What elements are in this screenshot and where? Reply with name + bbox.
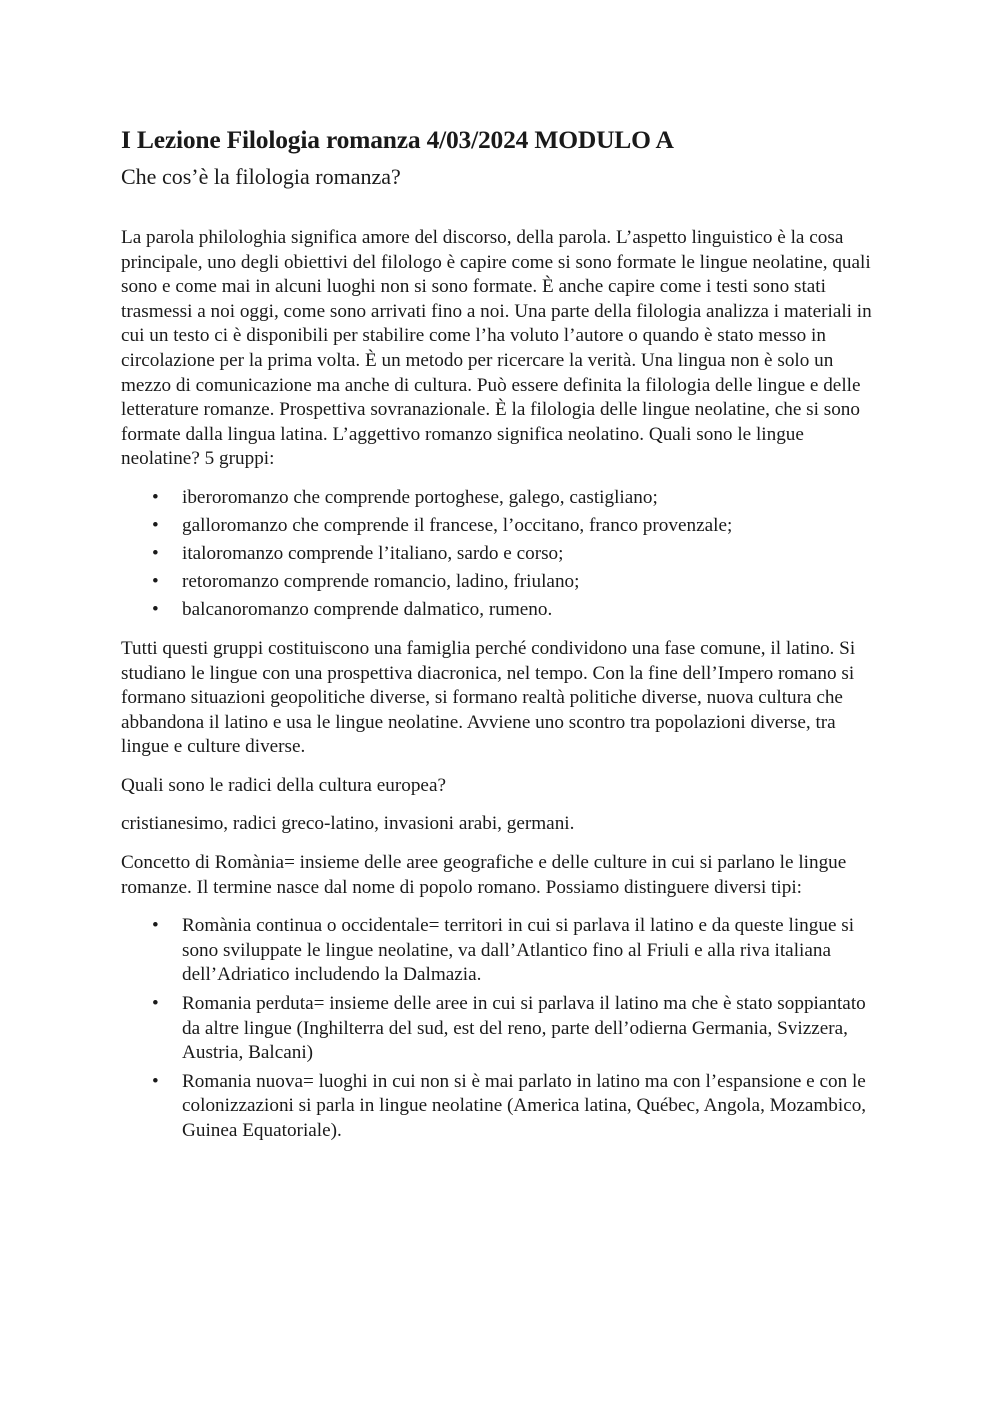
list-item: • iberoromanzo che comprende portoghese, galego, castigliano;: [121, 486, 881, 511]
list-item: • balcanoromanzo comprende dalmatico, rumeno.: [121, 598, 881, 623]
paragraph-family: Tutti questi gruppi costituiscono una famiglia perché condividono una fase comune, il latino. Si studiano le lingue con una prospettiva diacronica, nel tempo. Con la fine dell’Impero romano si formano situazioni geopolitiche diverse, si formano realtà politiche diverse, nuova cultura che abbandona il latino e usa le lingue neolatine. Avviene uno scontro tra popolazioni diverse, tra lingue e culture diverse.: [121, 637, 856, 758]
answer-paragraph: cristianesimo, radici greco-latino, invasioni arabi, germani.: [121, 813, 575, 835]
list-item: • Romània continua o occidentale= territori in cui si parlava il latino e da queste lingue si sono sviluppate le lingue neolatine, va dall’Atlantico fino al Friuli e alla riva italiana dell’Adriatico includendo la Dalmazia.: [152, 915, 855, 986]
bullet-icon: •: [152, 993, 159, 1015]
bullet-icon: •: [152, 915, 159, 937]
bullet-icon: •: [152, 515, 159, 537]
bullet-icon: •: [152, 599, 159, 621]
question-paragraph: Quali sono le radici della cultura europea?: [121, 774, 446, 796]
list-item: • italoromanzo comprende l’italiano, sardo e corso;: [121, 542, 881, 567]
list-item: • retoromanzo comprende romancio, ladino, friulano;: [121, 570, 881, 595]
list-item: • galloromanzo che comprende il francese, l’occitano, franco provenzale;: [121, 514, 881, 539]
list-item: • Romania perduta= insieme delle aree in cui si parlava il latino ma che è stato soppiantato da altre lingue (Inghilterra del sud, est del reno, parte dell’odierna Germania, Svizzera, Austria, Balcani): [152, 993, 866, 1064]
intro-paragraph: La parola philologhia significa amore del discorso, della parola. L’aspetto linguistico è la cosa principale, uno degli obiettivi del filologo è capire come si sono formate le lingue neolatine, quali sono e come mai in alcuni luoghi non si sono formate. È anche capire come i testi sono stati trasmessi a noi oggi, come sono arrivati fino a noi. Una parte della filologia analizza i materiali in cui un testo ci è disponibili per stabilire come l’ha voluto l’autore o quando è stato messo in circolazione per la prima volta. È un metodo per ricercare la verità. Una lingua non è solo un mezzo di comunicazione ma anche di cultura. Può essere definita la filologia delle lingue e delle letterature romanze. Prospettiva sovranazionale. È la filologia delle lingue neolatine, che si sono formate dalla lingua latina. L’aggettivo romanzo significa neolatino. Quali sono le lingue neolatine? 5 gruppi:: [121, 227, 872, 470]
romance-groups-list: [121, 486, 881, 623]
romania-types-list: [121, 914, 881, 1143]
bullet-icon: •: [152, 486, 159, 508]
list-item: • Romania nuova= luoghi in cui non si è mai parlato in latino ma con l’espansione e con le colonizzazioni si parla in lingue neolatine (America latina, Québec, Angola, Mozambico, Guinea Equatoriale).: [152, 1070, 867, 1141]
bullet-icon: •: [152, 543, 159, 565]
page-title: I Lezione Filologia romanza 4/03/2024 MODULO A: [121, 125, 674, 154]
section-subtitle: Che cos’è la filologia romanza?: [121, 164, 401, 189]
bullet-icon: •: [152, 571, 159, 593]
bullet-icon: •: [152, 1070, 159, 1092]
paragraph-romania: Concetto di Romània= insieme delle aree geografiche e delle culture in cui si parlano le lingue romanze. Il termine nasce dal nome di popolo romano. Possiamo distinguere diversi tipi:: [121, 852, 847, 898]
document-page: [121, 124, 881, 1158]
